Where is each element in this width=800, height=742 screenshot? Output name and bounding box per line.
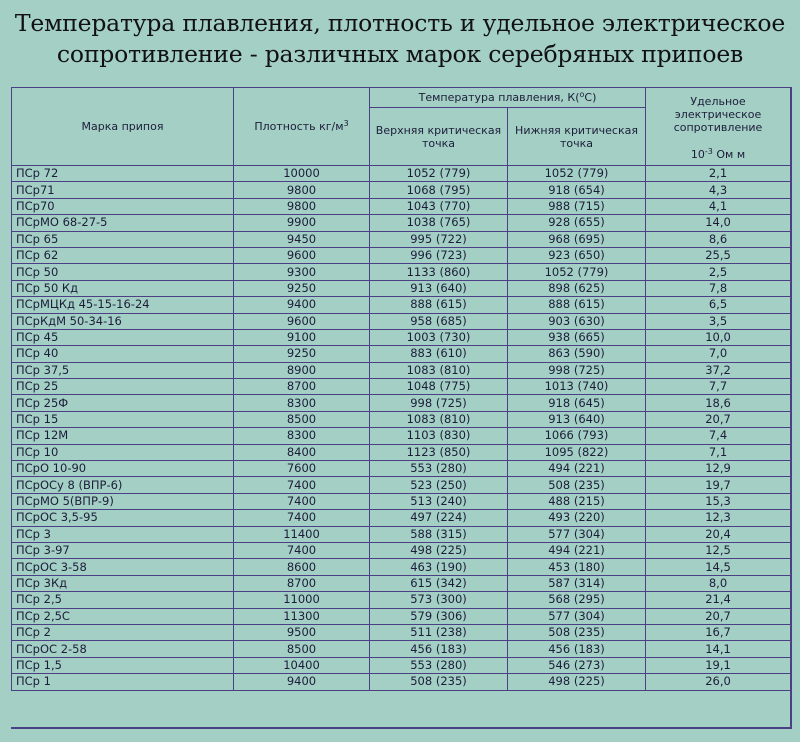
cell-upper-point: 579 (306) [370, 608, 508, 624]
cell-lower-point: 453 (180) [508, 559, 646, 575]
cell-upper-point: 498 (225) [370, 542, 508, 558]
cell-resistivity: 2,1 [646, 166, 791, 182]
cell-brand: ПСр 50 [12, 264, 234, 280]
cell-resistivity: 10,0 [646, 329, 791, 345]
cell-upper-point: 995 (722) [370, 231, 508, 247]
cell-upper-point: 553 (280) [370, 461, 508, 477]
cell-density: 8700 [234, 575, 370, 591]
cell-resistivity: 4,1 [646, 198, 791, 214]
table-row [12, 657, 791, 673]
cell-upper-point: 1048 (775) [370, 379, 508, 395]
table-row [12, 674, 791, 690]
cell-upper-point: 511 (238) [370, 624, 508, 640]
cell-resistivity: 7,4 [646, 428, 791, 444]
table-row [12, 624, 791, 640]
cell-upper-point: 1043 (770) [370, 198, 508, 214]
cell-brand: ПСрОСу 8 (ВПР-6) [12, 477, 234, 493]
table-row [12, 231, 791, 247]
solder-properties-table [11, 87, 791, 691]
cell-brand: ПСр 45 [12, 329, 234, 345]
cell-resistivity: 15,3 [646, 493, 791, 509]
cell-brand: ПСрО 10-90 [12, 461, 234, 477]
header-melting-temperature: Температура плавления, К($^о$С) [370, 88, 646, 108]
cell-lower-point: 863 (590) [508, 346, 646, 362]
cell-resistivity: 16,7 [646, 624, 791, 640]
cell-lower-point: 493 (220) [508, 510, 646, 526]
header-density: Плотность $кг/м^3$ [234, 88, 370, 166]
cell-density: 9400 [234, 674, 370, 690]
cell-lower-point: 913 (640) [508, 411, 646, 427]
cell-upper-point: 1038 (765) [370, 215, 508, 231]
cell-brand: ПСр 37,5 [12, 362, 234, 378]
cell-lower-point: 918 (654) [508, 182, 646, 198]
cell-brand: ПСрКдМ 50-34-16 [12, 313, 234, 329]
cell-brand: ПСр 25Ф [12, 395, 234, 411]
cell-upper-point: 615 (342) [370, 575, 508, 591]
cell-brand: ПСрМО 5(ВПР-9) [12, 493, 234, 509]
cell-density: 11300 [234, 608, 370, 624]
table-row [12, 526, 791, 542]
cell-brand: ПСрОС 3-58 [12, 559, 234, 575]
cell-density: 9250 [234, 346, 370, 362]
cell-density: 7600 [234, 461, 370, 477]
cell-resistivity: 20,4 [646, 526, 791, 542]
cell-brand: ПСр 15 [12, 411, 234, 427]
cell-lower-point: 1013 (740) [508, 379, 646, 395]
cell-lower-point: 988 (715) [508, 198, 646, 214]
cell-resistivity: 26,0 [646, 674, 791, 690]
page-title [0, 8, 800, 70]
cell-brand: ПСр 1 [12, 674, 234, 690]
cell-resistivity: 12,5 [646, 542, 791, 558]
cell-upper-point: 523 (250) [370, 477, 508, 493]
cell-density: 8700 [234, 379, 370, 395]
cell-density: 8600 [234, 559, 370, 575]
table-row [12, 510, 791, 526]
cell-density: 8400 [234, 444, 370, 460]
cell-lower-point: 968 (695) [508, 231, 646, 247]
cell-lower-point: 568 (295) [508, 592, 646, 608]
solder-table-container [11, 87, 792, 729]
table-row [12, 362, 791, 378]
cell-upper-point: 508 (235) [370, 674, 508, 690]
cell-lower-point: 1066 (793) [508, 428, 646, 444]
cell-upper-point: 958 (685) [370, 313, 508, 329]
table-row [12, 313, 791, 329]
table-row [12, 280, 791, 296]
cell-density: 9900 [234, 215, 370, 231]
table-row [12, 592, 791, 608]
table-row [12, 395, 791, 411]
cell-upper-point: 1083 (810) [370, 362, 508, 378]
cell-density: 9600 [234, 313, 370, 329]
cell-resistivity: 4,3 [646, 182, 791, 198]
cell-density: 9300 [234, 264, 370, 280]
cell-resistivity: 19,1 [646, 657, 791, 673]
cell-upper-point: 553 (280) [370, 657, 508, 673]
cell-resistivity: 18,6 [646, 395, 791, 411]
cell-density: 10400 [234, 657, 370, 673]
cell-brand: ПСр 65 [12, 231, 234, 247]
cell-resistivity: 12,9 [646, 461, 791, 477]
cell-brand: ПСр 3Кд [12, 575, 234, 591]
cell-density: 8300 [234, 428, 370, 444]
cell-resistivity: 19,7 [646, 477, 791, 493]
cell-lower-point: 498 (225) [508, 674, 646, 690]
table-row [12, 542, 791, 558]
cell-lower-point: 494 (221) [508, 461, 646, 477]
cell-lower-point: 546 (273) [508, 657, 646, 673]
cell-lower-point: 928 (655) [508, 215, 646, 231]
cell-lower-point: 456 (183) [508, 641, 646, 657]
cell-density: 7400 [234, 542, 370, 558]
cell-density: 9600 [234, 247, 370, 263]
cell-upper-point: 913 (640) [370, 280, 508, 296]
cell-lower-point: 494 (221) [508, 542, 646, 558]
table-row [12, 198, 791, 214]
cell-upper-point: 998 (725) [370, 395, 508, 411]
table-row [12, 493, 791, 509]
cell-density: 9800 [234, 198, 370, 214]
cell-upper-point: 463 (190) [370, 559, 508, 575]
cell-resistivity: 8,6 [646, 231, 791, 247]
cell-lower-point: 918 (645) [508, 395, 646, 411]
cell-resistivity: 37,2 [646, 362, 791, 378]
table-row [12, 477, 791, 493]
table-row [12, 411, 791, 427]
cell-density: 7400 [234, 510, 370, 526]
header-resistivity-unit: $10^{-3}$ Ом м [690, 146, 746, 161]
table-row [12, 247, 791, 263]
cell-lower-point: 577 (304) [508, 526, 646, 542]
cell-density: 7400 [234, 493, 370, 509]
cell-lower-point: 938 (665) [508, 329, 646, 345]
cell-brand: ПСр 40 [12, 346, 234, 362]
table-row [12, 428, 791, 444]
table-row [12, 641, 791, 657]
cell-resistivity: 20,7 [646, 411, 791, 427]
table-row [12, 166, 791, 182]
cell-resistivity: 2,5 [646, 264, 791, 280]
cell-lower-point: 508 (235) [508, 624, 646, 640]
cell-upper-point: 588 (315) [370, 526, 508, 542]
cell-resistivity: 21,4 [646, 592, 791, 608]
cell-density: 8300 [234, 395, 370, 411]
cell-density: 8500 [234, 411, 370, 427]
cell-brand: ПСр 2,5 [12, 592, 234, 608]
table-row [12, 444, 791, 460]
cell-resistivity: 7,7 [646, 379, 791, 395]
cell-density: 8500 [234, 641, 370, 657]
cell-lower-point: 998 (725) [508, 362, 646, 378]
cell-brand: ПСр 72 [12, 166, 234, 182]
cell-resistivity: 14,5 [646, 559, 791, 575]
table-row [12, 182, 791, 198]
cell-brand: ПСр 3 [12, 526, 234, 542]
header-brand: Марка припоя [12, 88, 234, 166]
cell-brand: ПСр71 [12, 182, 234, 198]
cell-density: 11000 [234, 592, 370, 608]
table-row [12, 329, 791, 345]
cell-upper-point: 1068 (795) [370, 182, 508, 198]
cell-brand: ПСр 25 [12, 379, 234, 395]
cell-lower-point: 1095 (822) [508, 444, 646, 460]
cell-brand: ПСр 10 [12, 444, 234, 460]
table-row [12, 297, 791, 313]
cell-density: 10000 [234, 166, 370, 182]
cell-upper-point: 1083 (810) [370, 411, 508, 427]
cell-density: 9500 [234, 624, 370, 640]
cell-upper-point: 573 (300) [370, 592, 508, 608]
table-row [12, 608, 791, 624]
cell-brand: ПСр 2 [12, 624, 234, 640]
cell-resistivity: 14,0 [646, 215, 791, 231]
cell-density: 9800 [234, 182, 370, 198]
cell-resistivity: 7,1 [646, 444, 791, 460]
cell-lower-point: 587 (314) [508, 575, 646, 591]
cell-brand: ПСр 12М [12, 428, 234, 444]
cell-density: 9400 [234, 297, 370, 313]
table-body [12, 166, 791, 691]
cell-resistivity: 20,7 [646, 608, 791, 624]
header-lower-critical-point: Нижняя критическая точка [508, 108, 646, 166]
cell-density: 7400 [234, 477, 370, 493]
cell-upper-point: 497 (224) [370, 510, 508, 526]
cell-lower-point: 888 (615) [508, 297, 646, 313]
cell-lower-point: 1052 (779) [508, 264, 646, 280]
cell-resistivity: 3,5 [646, 313, 791, 329]
table-row [12, 346, 791, 362]
cell-lower-point: 488 (215) [508, 493, 646, 509]
cell-lower-point: 508 (235) [508, 477, 646, 493]
cell-resistivity: 14,1 [646, 641, 791, 657]
table-row [12, 559, 791, 575]
cell-density: 9450 [234, 231, 370, 247]
table-row [12, 264, 791, 280]
cell-density: 9100 [234, 329, 370, 345]
cell-brand: ПСр70 [12, 198, 234, 214]
cell-density: 9250 [234, 280, 370, 296]
cell-density: 8900 [234, 362, 370, 378]
header-upper-critical-point: Верхняя критическая точка [370, 108, 508, 166]
cell-upper-point: 1123 (850) [370, 444, 508, 460]
cell-brand: ПСр 3-97 [12, 542, 234, 558]
cell-upper-point: 1003 (730) [370, 329, 508, 345]
cell-brand: ПСрОС 3,5-95 [12, 510, 234, 526]
cell-lower-point: 923 (650) [508, 247, 646, 263]
cell-upper-point: 996 (723) [370, 247, 508, 263]
cell-resistivity: 7,0 [646, 346, 791, 362]
cell-lower-point: 898 (625) [508, 280, 646, 296]
table-row [12, 575, 791, 591]
cell-brand: ПСрОС 2-58 [12, 641, 234, 657]
cell-resistivity: 8,0 [646, 575, 791, 591]
cell-brand: ПСр 2,5С [12, 608, 234, 624]
cell-upper-point: 888 (615) [370, 297, 508, 313]
cell-upper-point: 1052 (779) [370, 166, 508, 182]
header-resistivity: Удельное электрическое сопротивление $10^{-3}$ Ом м [646, 88, 791, 166]
cell-upper-point: 1133 (860) [370, 264, 508, 280]
cell-upper-point: 513 (240) [370, 493, 508, 509]
cell-density: 11400 [234, 526, 370, 542]
cell-lower-point: 577 (304) [508, 608, 646, 624]
cell-resistivity: 7,8 [646, 280, 791, 296]
cell-brand: ПСрМО 68-27-5 [12, 215, 234, 231]
cell-resistivity: 6,5 [646, 297, 791, 313]
cell-brand: ПСр 1,5 [12, 657, 234, 673]
cell-brand: ПСр 50 Кд [12, 280, 234, 296]
table-row [12, 215, 791, 231]
cell-lower-point: 903 (630) [508, 313, 646, 329]
title-line-2: сопротивление - различных марок серебряных припоев [56, 40, 744, 68]
cell-resistivity: 12,3 [646, 510, 791, 526]
cell-resistivity: 25,5 [646, 247, 791, 263]
cell-brand: ПСрМЦКд 45-15-16-24 [12, 297, 234, 313]
title-line-1: Температура плавления, плотность и удельное электрическое [14, 9, 786, 37]
cell-upper-point: 1103 (830) [370, 428, 508, 444]
cell-lower-point: 1052 (779) [508, 166, 646, 182]
table-row [12, 461, 791, 477]
cell-upper-point: 883 (610) [370, 346, 508, 362]
table-row [12, 379, 791, 395]
cell-brand: ПСр 62 [12, 247, 234, 263]
cell-upper-point: 456 (183) [370, 641, 508, 657]
